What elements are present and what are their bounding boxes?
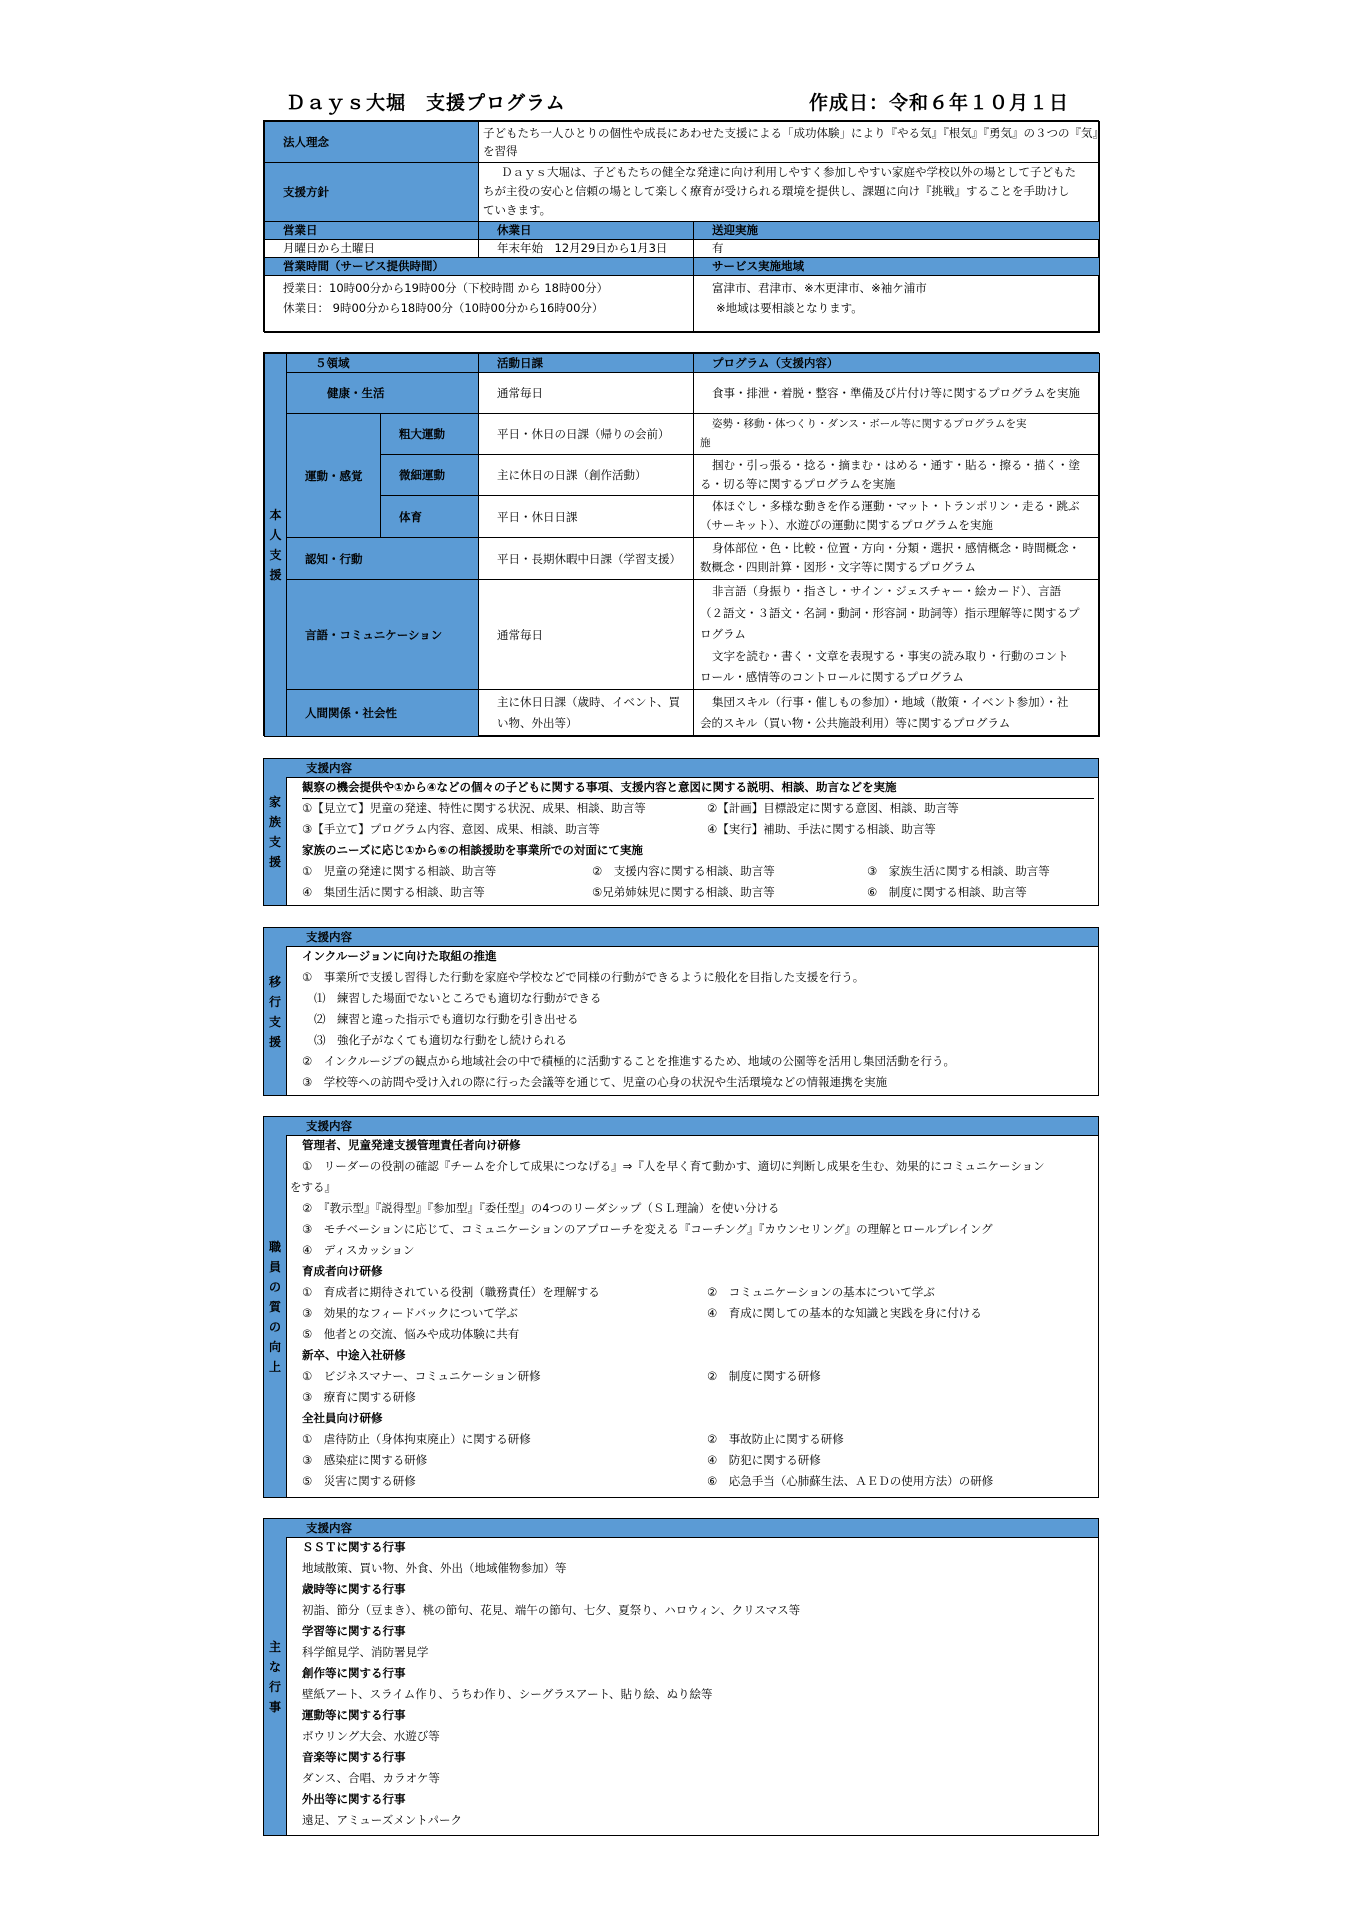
family-side-label (264, 759, 287, 905)
policy-line: ちが主役の安心と信頼の場として楽しく療育が受けられる環境を提供し、課題に向け『挑戦』することを手助けし (483, 184, 1070, 198)
program-health: 食事・排泄・着脱・整容・準備及び片付け等に関するプログラムを実施 (693, 372, 1100, 414)
col-activity: 活動日課 (478, 353, 694, 373)
transition-support-section (263, 927, 1099, 1096)
program-cognition (693, 537, 1100, 580)
hours-text (264, 275, 694, 333)
family-item: ① 児童の発達に関する相談、助言等 (302, 864, 497, 878)
side-char: 質 (268, 1300, 281, 1314)
transition-line: ① 事業所で支援し習得した行動を家庭や学校などで同様の行動ができるように般化を目指した支援を行う。 (302, 970, 865, 984)
staff-row (302, 1471, 1094, 1492)
program-fine (693, 454, 1100, 496)
program-line: （２語文・３語文・名詞・動詞・形容詞・助詞等）指示理解等に関するプ (700, 605, 1080, 620)
event-text: 遠足、アミューズメントパーク (302, 1813, 462, 1827)
sub-fine: 微細運動 (380, 454, 479, 496)
staff-heading-mgmt: 管理者、児童発達支援管理責任者向け研修 (302, 1138, 521, 1152)
staff-line: ③ 療育に関する研修 (302, 1390, 416, 1404)
staff-item: ② 事故防止に関する研修 (707, 1432, 844, 1446)
staff-item: ③ 効果的なフィードバックについて学ぶ (302, 1306, 518, 1320)
program-table (263, 352, 1099, 736)
staff-row (302, 1450, 1094, 1471)
hours-line: 授業日：10時00分から19時00分（下校時間 から 18時00分） (283, 281, 609, 295)
domain-motor: 運動・感覚 (286, 413, 381, 538)
side-char: 事 (268, 1700, 281, 1714)
side-char: の (268, 1280, 281, 1294)
staff-item: ② 制度に関する研修 (707, 1369, 821, 1383)
staff-heading-all: 全社員向け研修 (302, 1411, 383, 1425)
col-program: プログラム（支援内容） (693, 353, 1100, 373)
program-line: 施 (700, 437, 711, 449)
side-char: 本 (269, 508, 282, 522)
event-text: ボウリング大会、水遊び等 (302, 1729, 440, 1743)
side-char: 人 (269, 528, 282, 542)
philosophy-text: 子どもたち一人ひとりの個性や成長にあわせた支援による「成功体験」により『やる気』『根気』『勇気』の３つの『気』を習得 (478, 121, 1100, 163)
staff-item: ① 育成者に期待されている役割（職務責任）を理解する (302, 1285, 600, 1299)
staff-quality-section (263, 1116, 1099, 1498)
staff-item: ⑥ 応急手当（心肺蘇生法、ＡＥＤの使用方法）の研修 (707, 1474, 994, 1488)
side-char: 援 (268, 1034, 281, 1049)
family-item: ③ 家族生活に関する相談、助言等 (867, 864, 1050, 878)
family-item: ③【手立て】プログラム内容、意図、成果、相談、助言等 (302, 822, 600, 836)
side-char: な (268, 1660, 281, 1674)
domain-cognition: 認知・行動 (286, 537, 479, 580)
closed-days-label: 休業日 (478, 221, 694, 240)
side-char: 支 (269, 548, 282, 562)
events-header: 支援内容 (286, 1519, 1098, 1538)
activity-cognition: 平日・長期休暇中日課（学習支援） (478, 537, 694, 580)
family-item: ⑤兄弟姉妹児に関する相談、助言等 (592, 885, 775, 899)
activity-social (478, 689, 694, 737)
hours-label: 営業時間（サービス提供時間） (264, 257, 694, 276)
event-heading: 運動等に関する行事 (302, 1708, 406, 1722)
event-text: 地域散策、買い物、外食、外出（地域催物参加）等 (302, 1561, 567, 1575)
transition-line: ⑵ 練習と違った指示でも適切な行動を引き出せる (314, 1012, 579, 1026)
domain-language: 言語・コミュニケーション (286, 579, 479, 690)
staff-side-label (264, 1117, 287, 1497)
staff-row (302, 1366, 1094, 1387)
area-line: ※地域は要相談となります。 (716, 301, 863, 315)
family-item: ①【見立て】児童の発達、特性に関する状況、成果、相談、助言等 (302, 801, 646, 815)
policy-line: Ｄａｙｓ大堀は、子どもたちの健全な発達に向け利用しやすく参加しやすい家庭や学校以外の場として子どもた (501, 165, 1076, 179)
event-heading: 外出等に関する行事 (302, 1792, 406, 1806)
event-text: 初詣、節分（豆まき）、桃の節句、花見、端午の節句、七夕、夏祭り、ハロウィン、クリスマス等 (302, 1603, 801, 1617)
event-heading: ＳＳＴに関する行事 (302, 1540, 406, 1554)
staff-item: ④ 防犯に関する研修 (707, 1453, 821, 1467)
policy-label: 支援方針 (264, 162, 479, 222)
family-row (302, 861, 1094, 882)
hours-line: 休業日： 9時00分から18時00分（10時00分から16時00分） (283, 301, 604, 315)
created-date: 作成日：令和６年１０月１日 (809, 92, 1070, 114)
side-char: 支 (268, 1014, 281, 1029)
staff-item: ① 虐待防止（身体拘束廃止）に関する研修 (302, 1432, 531, 1446)
family-row (302, 882, 1094, 903)
activity-line: 主に休日日課（歳時、イベント、買 (497, 695, 680, 709)
side-char: 援 (268, 855, 281, 869)
side-char: 移 (268, 974, 281, 989)
policy-line: ていきます。 (483, 203, 552, 217)
staff-line: ④ ディスカッション (302, 1243, 415, 1257)
staff-line: ① リーダーの役割の確認『チームを介して成果につなげる』⇒『人を早く育て動かす、適切に判断し成果を生む、効果的にコミュニケーション (302, 1159, 1045, 1173)
philosophy-label: 法人理念 (264, 121, 479, 163)
transition-header: 支援内容 (286, 928, 1098, 947)
program-side-label (264, 353, 287, 737)
program-line: 姿勢・移動・体つくり・ダンス・ボール等に関するプログラムを実 (712, 418, 1027, 430)
program-line: 掴む・引っ張る・捻る・摘まむ・はめる・通す・貼る・擦る・描く・塗 (712, 458, 1080, 472)
event-text: 壁紙アート、スライム作り、うちわ作り、シーグラスアート、貼り絵、ぬり絵等 (302, 1687, 713, 1701)
program-line: ロール・感情等のコントロールに関するプログラム (700, 670, 964, 684)
transition-side-label (264, 928, 287, 1095)
staff-row (302, 1282, 1094, 1303)
side-char: 向 (268, 1340, 281, 1354)
staff-row (302, 1303, 1094, 1324)
program-line: る・切る等に関するプログラムを実施 (700, 477, 896, 491)
side-char: 支 (268, 835, 281, 849)
family-heading-2: 家族のニーズに応じ①から⑥の相談援助を事業所での対面にて実施 (302, 843, 643, 857)
program-line: 集団スキル（行事・催しもの参加）・地域（散策・イベント参加）・社 (712, 695, 1069, 709)
staff-row (302, 1429, 1094, 1450)
family-header: 支援内容 (286, 759, 1098, 778)
area-line: 富津市、君津市、※木更津市、※袖ケ浦市 (712, 281, 927, 295)
activity-health: 通常毎日 (478, 372, 694, 414)
program-language (693, 579, 1100, 690)
program-pe (693, 495, 1100, 538)
activity-language: 通常毎日 (478, 579, 694, 690)
activity-fine: 主に休日の日課（創作活動） (478, 454, 694, 496)
family-row (302, 819, 1094, 840)
transition-line: ② インクルージブの観点から地域社会の中で積極的に活動することを推進するため、地域の公園等を活用し集団活動を行う。 (302, 1054, 956, 1068)
staff-item: ④ 育成に関しての基本的な知識と実践を身に付ける (707, 1306, 982, 1320)
staff-line: ③ モチベーションに応じて、コミュニケーションのアプローチを変える『コーチング』『カウンセリング』の理解とロールプレイング (302, 1222, 993, 1236)
event-heading: 音楽等に関する行事 (302, 1750, 406, 1764)
program-line: 文字を読む・書く・文章を表現する・事実の読み取り・行動のコント (712, 648, 1069, 663)
family-heading-1: 観察の機会提供や①から④などの個々の子どもに関する事項、支援内容と意図に関する説明、相談、助言などを実施 (302, 777, 1094, 799)
domain-health: 健康・生活 (286, 372, 479, 414)
side-char: 員 (268, 1260, 281, 1274)
page-title: Ｄａｙｓ大堀 支援プログラム (286, 92, 566, 114)
family-item: ②【計画】目標設定に関する意図、相談、助言等 (707, 801, 959, 815)
policy-text (478, 162, 1100, 222)
family-row (302, 798, 1094, 819)
program-line: ログラム (700, 627, 746, 641)
open-days-label: 営業日 (264, 221, 479, 240)
area-label: サービス実施地域 (693, 257, 1100, 276)
side-char: 主 (268, 1640, 281, 1654)
family-support-section (263, 758, 1099, 906)
program-line: （サーキット）、水遊びの運動に関するプログラムを実施 (700, 518, 993, 532)
side-char: 上 (268, 1360, 281, 1374)
staff-line: ⑤ 他者との交流、悩みや成功体験に共有 (302, 1327, 520, 1341)
col-domain: ５領域 (286, 353, 479, 373)
transition-heading: インクルージョンに向けた取組の推進 (302, 949, 497, 963)
event-heading: 歳時等に関する行事 (302, 1582, 406, 1596)
staff-item: ① ビジネスマナー、コミュニケーション研修 (302, 1369, 541, 1383)
staff-item: ③ 感染症に関する研修 (302, 1453, 428, 1467)
activity-line: い物、外出等） (497, 716, 578, 730)
activity-gross: 平日・休日の日課（帰りの会前） (478, 413, 694, 455)
family-item: ④【実行】補助、手法に関する相談、助言等 (707, 822, 936, 836)
side-char: 行 (268, 1680, 281, 1694)
program-line: 体ほぐし・多様な動きを作る運動・マット・トランポリン・走る・跳ぶ (712, 499, 1080, 513)
program-line: 身体部位・色・比較・位置・方向・分類・選択・感情概念・時間概念・ (712, 541, 1080, 555)
staff-heading-new: 新卒、中途入社研修 (302, 1348, 406, 1362)
staff-line: ② 『教示型』『説得型』『参加型』『委任型』の4つのリーダシップ（ＳＬ理論）を使い分ける (302, 1201, 780, 1215)
staff-item: ⑤ 災害に関する研修 (302, 1474, 416, 1488)
sub-pe: 体育 (380, 495, 479, 538)
event-text: 科学館見学、消防署見学 (302, 1645, 429, 1659)
events-side-label (264, 1519, 287, 1835)
program-line: 会的スキル（買い物・公共施設利用）等に関するプログラム (700, 716, 1011, 730)
family-item: ② 支援内容に関する相談、助言等 (592, 864, 775, 878)
side-char: 援 (269, 568, 282, 582)
family-item: ⑥ 制度に関する相談、助言等 (867, 885, 1027, 899)
area-text (693, 275, 1100, 333)
closed-days: 年末年始 12月29日から1月3日 (478, 239, 694, 258)
side-char: の (268, 1320, 281, 1334)
transition-line: ⑶ 強化子がなくても適切な行動をし続けられる (314, 1033, 567, 1047)
basic-info-table (263, 120, 1099, 332)
family-item: ④ 集団生活に関する相談、助言等 (302, 885, 485, 899)
staff-item: ② コミュニケーションの基本について学ぶ (707, 1285, 935, 1299)
transition-line: ③ 学校等への訪問や受け入れの際に行った会議等を通じて、児童の心身の状況や生活環境などの情報連携を実施 (302, 1075, 888, 1089)
event-heading: 学習等に関する行事 (302, 1624, 406, 1638)
transport: 有 (693, 239, 1100, 258)
activity-pe: 平日・休日日課 (478, 495, 694, 538)
event-text: ダンス、合唱、カラオケ等 (302, 1771, 440, 1785)
events-section (263, 1518, 1099, 1836)
side-char: 行 (268, 994, 281, 1009)
sub-gross: 粗大運動 (380, 413, 479, 455)
staff-heading-trainer: 育成者向け研修 (302, 1264, 383, 1278)
program-social (693, 689, 1100, 737)
transport-label: 送迎実施 (693, 221, 1100, 240)
transition-line: ⑴ 練習した場面でないところでも適切な行動ができる (314, 991, 602, 1005)
staff-header: 支援内容 (286, 1117, 1098, 1136)
side-char: 家 (268, 795, 281, 809)
event-heading: 創作等に関する行事 (302, 1666, 406, 1680)
program-gross (693, 413, 1100, 455)
domain-social: 人間関係・社会性 (286, 689, 479, 737)
open-days: 月曜日から土曜日 (264, 239, 479, 258)
staff-line: をする』 (290, 1180, 336, 1194)
program-line: 非言語（身振り・指さし・サイン・ジェスチャー・絵カード）、言語 (712, 584, 1062, 598)
program-line: 数概念・四則計算・図形・文字等に関するプログラム (700, 560, 976, 574)
side-char: 族 (268, 815, 281, 829)
side-char: 職 (268, 1240, 281, 1254)
